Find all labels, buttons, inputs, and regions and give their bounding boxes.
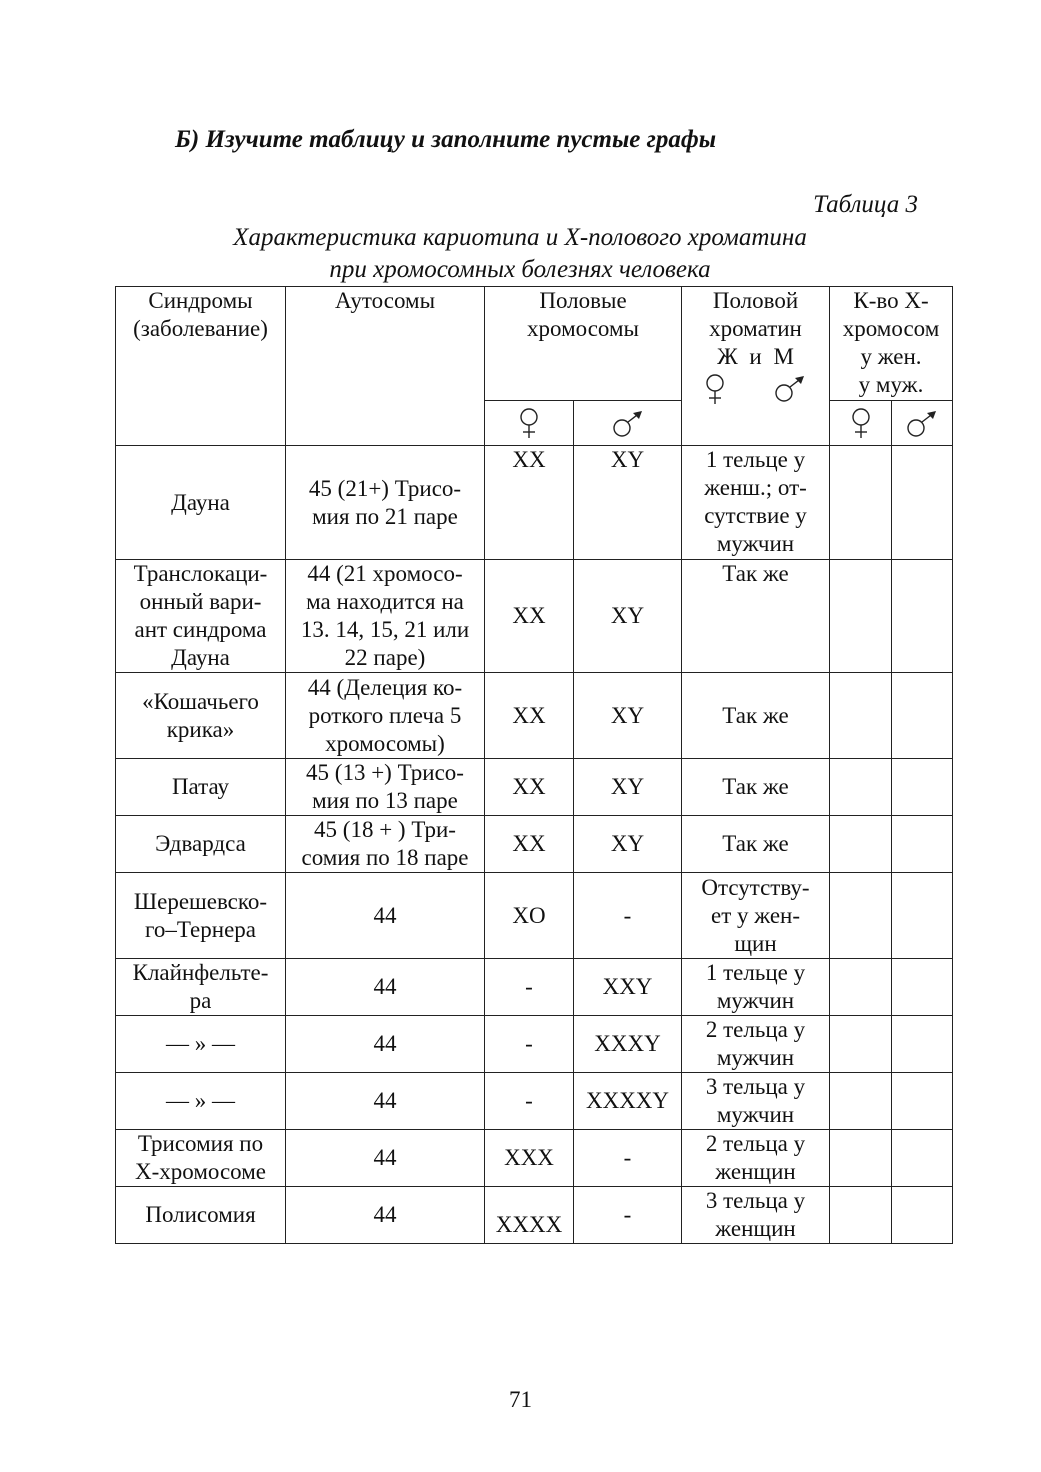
cell-female: - bbox=[485, 959, 574, 1016]
cell-x-male-empty[interactable] bbox=[892, 873, 953, 959]
header-sex-chromatin: Половой хроматин Ж и М bbox=[682, 287, 830, 446]
table-row bbox=[116, 759, 953, 816]
cell-chromatin: 2 тельца у мужчин bbox=[682, 1016, 830, 1073]
cell-autosomes: 45 (21+) Трисо- мия по 21 паре bbox=[286, 446, 485, 560]
cell-female: XX bbox=[485, 759, 574, 816]
cell-chromatin: Отсутству- ет у жен- щин bbox=[682, 873, 830, 959]
cell-male: XY bbox=[574, 816, 682, 873]
cell-x-male-empty[interactable] bbox=[892, 959, 953, 1016]
cell-female: XO bbox=[485, 873, 574, 959]
cell-autosomes: 44 bbox=[286, 1187, 485, 1244]
table-row bbox=[116, 560, 953, 673]
cell-syndrome: «Кошачьего крика» bbox=[116, 673, 286, 759]
cell-x-male-empty[interactable] bbox=[892, 560, 953, 673]
cell-x-female-empty[interactable] bbox=[830, 1187, 892, 1244]
task-heading: Б) Изучите таблицу и заполните пустые графы bbox=[175, 126, 717, 153]
cell-male: - bbox=[574, 1130, 682, 1187]
table-row bbox=[116, 673, 953, 759]
cell-x-male-empty[interactable] bbox=[892, 673, 953, 759]
table-row bbox=[116, 959, 953, 1016]
female-symbol-icon bbox=[704, 373, 726, 405]
header-row bbox=[116, 287, 953, 401]
cell-x-female-empty[interactable] bbox=[830, 873, 892, 959]
cell-x-female-empty[interactable] bbox=[830, 673, 892, 759]
cell-male: XY bbox=[574, 560, 682, 673]
cell-male: - bbox=[574, 873, 682, 959]
cell-female: XX bbox=[485, 673, 574, 759]
male-symbol-icon bbox=[773, 375, 807, 403]
table-row bbox=[116, 1073, 953, 1130]
cell-autosomes: 44 bbox=[286, 959, 485, 1016]
cell-female: XX bbox=[485, 446, 574, 560]
cell-x-male-empty[interactable] bbox=[892, 1073, 953, 1130]
header-x-male bbox=[892, 401, 953, 446]
cell-x-female-empty[interactable] bbox=[830, 816, 892, 873]
female-symbol-icon bbox=[850, 407, 872, 439]
cell-chromatin: Так же bbox=[682, 759, 830, 816]
cell-x-male-empty[interactable] bbox=[892, 1187, 953, 1244]
cell-male: XY bbox=[574, 673, 682, 759]
header-male bbox=[574, 401, 682, 446]
header-sex-chromosomes: Половые хромосомы bbox=[485, 287, 682, 401]
cell-male: - bbox=[574, 1187, 682, 1244]
cell-male: XXXY bbox=[574, 1016, 682, 1073]
cell-autosomes: 45 (13 +) Трисо- мия по 13 паре bbox=[286, 759, 485, 816]
cell-x-male-empty[interactable] bbox=[892, 446, 953, 560]
cell-syndrome: Полисомия bbox=[116, 1187, 286, 1244]
header-x-female bbox=[830, 401, 892, 446]
cell-male: XXY bbox=[574, 959, 682, 1016]
cell-syndrome: Транслокаци- онный вари- ант синдрома Дауна bbox=[116, 560, 286, 673]
cell-female: XXXX bbox=[485, 1187, 574, 1244]
cell-autosomes: 44 bbox=[286, 1016, 485, 1073]
header-autosomes: Аутосомы bbox=[286, 287, 485, 446]
table-row bbox=[116, 1016, 953, 1073]
cell-female: XX bbox=[485, 560, 574, 673]
cell-x-female-empty[interactable] bbox=[830, 1130, 892, 1187]
cell-female: XXX bbox=[485, 1130, 574, 1187]
cell-chromatin: 3 тельца у женщин bbox=[682, 1187, 830, 1244]
cell-syndrome: Эдвардса bbox=[116, 816, 286, 873]
cell-autosomes: 45 (18 + ) Три- сомия по 18 паре bbox=[286, 816, 485, 873]
cell-autosomes: 44 (Делеция ко- роткого плеча 5 хромосомы) bbox=[286, 673, 485, 759]
cell-chromatin: 1 тельце у мужчин bbox=[682, 959, 830, 1016]
table-row bbox=[116, 816, 953, 873]
table-row bbox=[116, 1130, 953, 1187]
cell-syndrome: Трисомия по Х-хромосоме bbox=[116, 1130, 286, 1187]
cell-chromatin: Так же bbox=[682, 560, 830, 673]
cell-syndrome: Дауна bbox=[116, 446, 286, 560]
cell-x-male-empty[interactable] bbox=[892, 759, 953, 816]
cell-chromatin: 3 тельца у мужчин bbox=[682, 1073, 830, 1130]
cell-x-male-empty[interactable] bbox=[892, 816, 953, 873]
cell-male: XY bbox=[574, 446, 682, 560]
table-row bbox=[116, 873, 953, 959]
table-row bbox=[116, 1187, 953, 1244]
cell-female: - bbox=[485, 1073, 574, 1130]
cell-x-female-empty[interactable] bbox=[830, 560, 892, 673]
cell-autosomes: 44 bbox=[286, 1073, 485, 1130]
cell-chromatin: Так же bbox=[682, 673, 830, 759]
table-row bbox=[116, 446, 953, 560]
cell-male: XY bbox=[574, 759, 682, 816]
header-female bbox=[485, 401, 574, 446]
cell-female: XX bbox=[485, 816, 574, 873]
cell-syndrome: Клайнфельте- ра bbox=[116, 959, 286, 1016]
male-symbol-icon bbox=[905, 410, 939, 438]
cell-x-female-empty[interactable] bbox=[830, 759, 892, 816]
cell-x-male-empty[interactable] bbox=[892, 1130, 953, 1187]
cell-autosomes: 44 bbox=[286, 1130, 485, 1187]
male-symbol-icon bbox=[611, 410, 645, 438]
header-x-count: К-во Х- хромосом у жен. у муж. bbox=[830, 287, 953, 401]
header-syndromes: Синдромы (заболевание) bbox=[116, 287, 286, 446]
cell-syndrome: — » — bbox=[116, 1016, 286, 1073]
cell-female: - bbox=[485, 1016, 574, 1073]
cell-autosomes: 44 bbox=[286, 873, 485, 959]
table-caption-line2: при хромосомных болезнях человека bbox=[329, 256, 711, 283]
cell-chromatin: 2 тельца у женщин bbox=[682, 1130, 830, 1187]
female-symbol-icon bbox=[518, 407, 540, 439]
cell-chromatin: 1 тельце у женш.; от- сутствие у мужчин bbox=[682, 446, 830, 560]
cell-x-female-empty[interactable] bbox=[830, 1073, 892, 1130]
cell-x-female-empty[interactable] bbox=[830, 446, 892, 560]
cell-syndrome: Патау bbox=[116, 759, 286, 816]
karyotype-table bbox=[115, 286, 953, 1244]
cell-syndrome: Шерешевско- го–Тернера bbox=[116, 873, 286, 959]
table-caption-line1: Характеристика кариотипа и Х-полового хроматина bbox=[233, 224, 807, 251]
cell-syndrome: — » — bbox=[116, 1073, 286, 1130]
cell-x-female-empty[interactable] bbox=[830, 959, 892, 1016]
cell-x-male-empty[interactable] bbox=[892, 1016, 953, 1073]
cell-autosomes: 44 (21 хромосо- ма находится на 13. 14, 15, 21 или 22 паре) bbox=[286, 560, 485, 673]
cell-male: XXXXY bbox=[574, 1073, 682, 1130]
cell-x-female-empty[interactable] bbox=[830, 1016, 892, 1073]
page-number: 71 bbox=[509, 1387, 532, 1412]
table-number: Таблица 3 bbox=[813, 191, 918, 218]
cell-chromatin: Так же bbox=[682, 816, 830, 873]
